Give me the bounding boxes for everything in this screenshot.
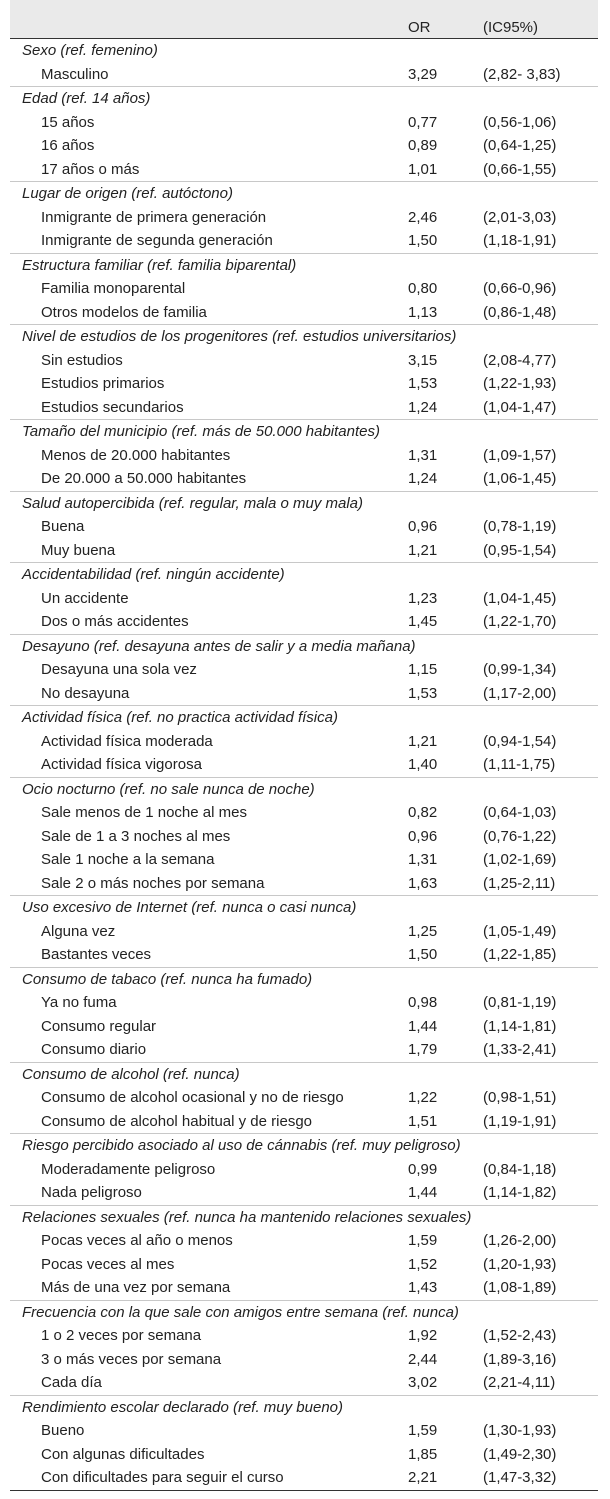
row-label: 15 años xyxy=(41,113,95,131)
category-title: Actividad física (ref. no practica actividad física) xyxy=(22,709,338,726)
row-label: Nada peligroso xyxy=(41,1184,142,1201)
odds-ratio-value: 1,53 xyxy=(408,375,438,392)
confidence-interval-value: (1,08-1,89) xyxy=(483,1279,557,1296)
row-label: Sin estudios xyxy=(41,351,123,369)
confidence-interval-value: (0,56-1,06) xyxy=(483,113,557,131)
category-title: Consumo de alcohol (ref. nunca) xyxy=(22,1065,240,1083)
table-row xyxy=(10,730,598,754)
odds-ratio-value: 1,31 xyxy=(408,851,438,868)
variable-group xyxy=(10,181,598,253)
odds-ratio-value: 1,13 xyxy=(408,303,438,321)
odds-ratio-value: 1,44 xyxy=(408,1017,438,1035)
table-row xyxy=(10,1253,598,1277)
table-row xyxy=(10,349,598,373)
category-title: Nivel de estudios de los progenitores (ref. estudios universitarios) xyxy=(22,328,457,345)
odds-ratio-value: 3,29 xyxy=(408,65,438,83)
confidence-interval-value: (1,11-1,75) xyxy=(483,756,556,773)
table-row xyxy=(10,943,598,967)
row-label: Con algunas dificultades xyxy=(41,1445,205,1463)
category-title: Estructura familiar (ref. familia biparental) xyxy=(22,256,297,274)
odds-ratio-value: 0,99 xyxy=(408,1160,438,1178)
confidence-interval-value: (1,22-1,85) xyxy=(483,946,557,963)
confidence-interval-value: (2,01-3,03) xyxy=(483,208,557,226)
confidence-interval-value: (0,66-0,96) xyxy=(483,280,557,297)
row-label: Ya no fuma xyxy=(41,994,117,1011)
table-row xyxy=(10,1229,598,1253)
table-row xyxy=(10,801,598,825)
table-row xyxy=(10,515,598,539)
variable-group xyxy=(10,86,598,181)
odds-ratio-value: 1,85 xyxy=(408,1445,438,1463)
table-row xyxy=(10,1181,598,1205)
table-body xyxy=(10,39,598,1490)
table-row xyxy=(10,1348,598,1372)
row-label: Sale 2 o más noches por semana xyxy=(41,874,265,892)
row-label: Familia monoparental xyxy=(41,280,186,297)
table-row xyxy=(10,825,598,849)
category-title: Lugar de origen (ref. autóctono) xyxy=(22,185,233,202)
row-label: 16 años xyxy=(41,137,95,154)
table-row xyxy=(10,1466,598,1490)
odds-ratio-value: 3,15 xyxy=(408,351,438,369)
odds-ratio-value: 2,44 xyxy=(408,1350,438,1368)
confidence-interval-value: (0,98-1,51) xyxy=(483,1089,557,1106)
table-row xyxy=(10,1015,598,1039)
category-title: Uso excesivo de Internet (ref. nunca o casi nunca) xyxy=(22,899,357,916)
variable-group xyxy=(10,39,598,86)
variable-group xyxy=(10,1133,598,1205)
table-row xyxy=(10,1276,598,1300)
table-row xyxy=(10,991,598,1015)
table-row xyxy=(10,1110,598,1134)
odds-ratio-value: 0,96 xyxy=(408,518,438,535)
table-row xyxy=(10,1038,598,1062)
odds-ratio-value: 0,80 xyxy=(408,280,438,297)
table-row xyxy=(10,682,598,706)
confidence-interval-value: (1,49-2,30) xyxy=(483,1445,557,1463)
confidence-interval-value: (0,64-1,25) xyxy=(483,137,557,154)
odds-ratio-value: 1,59 xyxy=(408,1422,438,1439)
confidence-interval-value: (1,33-2,41) xyxy=(483,1041,557,1058)
table-row xyxy=(10,539,598,563)
category-title: Desayuno (ref. desayuna antes de salir y a media mañana) xyxy=(22,637,416,655)
confidence-interval-value: (2,21-4,11) xyxy=(483,1374,556,1391)
odds-ratio-value: 1,50 xyxy=(408,946,438,963)
row-label: 17 años o más xyxy=(41,160,140,178)
confidence-interval-value: (0,99-1,34) xyxy=(483,661,557,678)
table-row xyxy=(10,920,598,944)
row-label: Alguna vez xyxy=(41,922,116,940)
row-label: No desayuna xyxy=(41,684,130,702)
table-row xyxy=(10,301,598,325)
confidence-interval-value: (1,17-2,00) xyxy=(483,684,557,702)
category-title: Sexo (ref. femenino) xyxy=(22,42,158,59)
row-label: Otros modelos de familia xyxy=(41,303,207,321)
confidence-interval-value: (1,14-1,81) xyxy=(483,1017,557,1035)
confidence-interval-value: (0,66-1,55) xyxy=(483,160,557,178)
variable-group xyxy=(10,1300,598,1395)
confidence-interval-value: (1,52-2,43) xyxy=(483,1327,557,1344)
row-label: Consumo diario xyxy=(41,1041,147,1058)
confidence-interval-value: (0,64-1,03) xyxy=(483,804,557,821)
variable-group xyxy=(10,253,598,325)
category-title: Relaciones sexuales (ref. nunca ha mantenido relaciones sexuales) xyxy=(22,1208,472,1226)
row-label: Más de una vez por semana xyxy=(41,1279,231,1296)
odds-ratio-value: 1,50 xyxy=(408,232,438,249)
variable-group xyxy=(10,562,598,634)
row-label: Menos de 20.000 habitantes xyxy=(41,446,231,464)
confidence-interval-value: (0,78-1,19) xyxy=(483,518,557,535)
odds-ratio-value: 1,21 xyxy=(408,541,438,559)
confidence-interval-value: (1,47-3,32) xyxy=(483,1469,557,1486)
odds-ratio-value: 1,31 xyxy=(408,446,438,464)
variable-group xyxy=(10,419,598,491)
category-title: Salud autopercibida (ref. regular, mala o muy mala) xyxy=(22,494,364,512)
confidence-interval-value: (2,82- 3,83) xyxy=(483,65,561,83)
row-label: Consumo regular xyxy=(41,1017,157,1035)
row-label: Actividad física moderada xyxy=(41,732,213,750)
odds-ratio-value: 1,44 xyxy=(408,1184,438,1201)
variable-group xyxy=(10,491,598,563)
confidence-interval-value: (1,02-1,69) xyxy=(483,851,557,868)
odds-ratio-value: 2,21 xyxy=(408,1469,438,1486)
odds-ratio-value: 1,23 xyxy=(408,589,438,607)
row-label: Bastantes veces xyxy=(41,946,152,963)
confidence-interval-value: (1,04-1,47) xyxy=(483,398,557,416)
odds-ratio-value: 1,51 xyxy=(408,1112,438,1130)
table-row xyxy=(10,1324,598,1348)
odds-ratio-value: 1,24 xyxy=(408,398,438,416)
odds-ratio-value: 1,53 xyxy=(408,684,438,702)
row-label: Masculino xyxy=(41,65,109,83)
table-row xyxy=(10,587,598,611)
table-row xyxy=(10,111,598,135)
category-title: Rendimiento escolar declarado (ref. muy bueno) xyxy=(22,1398,343,1416)
variable-group xyxy=(10,634,598,706)
table-row xyxy=(10,158,598,182)
row-label: Un accidente xyxy=(41,589,129,607)
confidence-interval-value: (1,25-2,11) xyxy=(483,874,556,892)
table-row xyxy=(10,396,598,420)
row-label: Consumo de alcohol habitual y de riesgo xyxy=(41,1112,313,1130)
odds-ratio-value: 0,82 xyxy=(408,804,438,821)
confidence-interval-value: (1,06-1,45) xyxy=(483,470,557,487)
row-label: Sale de 1 a 3 noches al mes xyxy=(41,827,231,845)
variable-group xyxy=(10,895,598,967)
confidence-interval-value: (0,94-1,54) xyxy=(483,732,557,750)
table-row xyxy=(10,1419,598,1443)
odds-ratio-value: 0,96 xyxy=(408,827,438,845)
table-row xyxy=(10,610,598,634)
row-label: Inmigrante de primera generación xyxy=(41,208,267,226)
row-label: Sale 1 noche a la semana xyxy=(41,851,215,868)
row-label: Cada día xyxy=(41,1374,102,1391)
row-label: Estudios primarios xyxy=(41,375,165,392)
row-label: Con dificultades para seguir el curso xyxy=(41,1469,284,1486)
table-row xyxy=(10,1443,598,1467)
odds-ratio-value: 1,25 xyxy=(408,922,438,940)
confidence-interval-value: (1,22-1,93) xyxy=(483,375,557,392)
category-title: Riesgo percibido asociado al uso de cánnabis (ref. muy peligroso) xyxy=(22,1137,461,1154)
confidence-interval-value: (0,81-1,19) xyxy=(483,994,557,1011)
table-row xyxy=(10,1158,598,1182)
confidence-interval-value: (0,84-1,18) xyxy=(483,1160,557,1178)
confidence-interval-value: (1,20-1,93) xyxy=(483,1255,557,1273)
confidence-interval-value: (0,95-1,54) xyxy=(483,541,557,559)
category-title: Ocio nocturno (ref. no sale nunca de noche) xyxy=(22,780,315,798)
variable-group xyxy=(10,1062,598,1134)
table-row xyxy=(10,63,598,87)
table-row xyxy=(10,1086,598,1110)
row-label: Consumo de alcohol ocasional y no de riesgo xyxy=(41,1089,344,1106)
table-row xyxy=(10,872,598,896)
odds-ratio-value: 1,24 xyxy=(408,470,438,487)
table-row xyxy=(10,134,598,158)
row-label: 3 o más veces por semana xyxy=(41,1350,222,1368)
odds-ratio-value: 3,02 xyxy=(408,1374,438,1391)
confidence-interval-value: (0,86-1,48) xyxy=(483,303,557,321)
category-title: Accidentabilidad (ref. ningún accidente) xyxy=(22,566,285,583)
row-label: Pocas veces al mes xyxy=(41,1255,175,1273)
confidence-interval-value: (1,22-1,70) xyxy=(483,613,557,630)
table-row xyxy=(10,206,598,230)
odds-ratio-value: 1,15 xyxy=(408,661,438,678)
odds-ratio-value: 1,40 xyxy=(408,756,438,773)
variable-group xyxy=(10,705,598,777)
confidence-interval-value: (1,18-1,91) xyxy=(483,232,557,249)
variable-group xyxy=(10,1395,598,1490)
odds-ratio-value: 1,45 xyxy=(408,613,438,630)
odds-ratio-value: 1,63 xyxy=(408,874,438,892)
category-title: Edad (ref. 14 años) xyxy=(22,90,151,107)
confidence-interval-value: (1,89-3,16) xyxy=(483,1350,557,1368)
variable-group xyxy=(10,777,598,896)
table-row xyxy=(10,444,598,468)
odds-ratio-value: 1,59 xyxy=(408,1232,438,1249)
row-label: Sale menos de 1 noche al mes xyxy=(41,804,247,821)
confidence-interval-value: (0,76-1,22) xyxy=(483,827,557,845)
row-label: Buena xyxy=(41,518,85,535)
row-label: De 20.000 a 50.000 habitantes xyxy=(41,470,247,487)
variable-group xyxy=(10,324,598,419)
confidence-interval-value: (2,08-4,77) xyxy=(483,351,557,369)
confidence-interval-value: (1,19-1,91) xyxy=(483,1112,557,1130)
row-label: Inmigrante de segunda generación xyxy=(41,232,273,249)
table-row xyxy=(10,1371,598,1395)
table-row xyxy=(10,658,598,682)
confidence-interval-value: (1,14-1,82) xyxy=(483,1184,557,1201)
row-label: Actividad física vigorosa xyxy=(41,756,202,773)
odds-ratio-value: 1,92 xyxy=(408,1327,438,1344)
confidence-interval-value: (1,30-1,93) xyxy=(483,1422,557,1439)
table-row xyxy=(10,372,598,396)
bottom-rule xyxy=(10,1490,598,1491)
confidence-interval-value: (1,05-1,49) xyxy=(483,922,557,940)
confidence-interval-value: (1,04-1,45) xyxy=(483,589,557,607)
variable-group xyxy=(10,967,598,1062)
category-title: Consumo de tabaco (ref. nunca ha fumado) xyxy=(22,970,313,988)
table-header xyxy=(10,0,598,39)
odds-ratio-value: 1,79 xyxy=(408,1041,438,1058)
table-row xyxy=(10,753,598,777)
table-row xyxy=(10,229,598,253)
header-or: OR xyxy=(408,19,431,36)
odds-ratio-value: 1,22 xyxy=(408,1089,438,1106)
table-row xyxy=(10,467,598,491)
odds-ratio-value: 0,98 xyxy=(408,994,438,1011)
category-title: Tamaño del municipio (ref. más de 50.000 habitantes) xyxy=(22,423,380,440)
odds-ratio-value: 1,01 xyxy=(408,160,438,178)
odds-ratio-value: 0,89 xyxy=(408,137,438,154)
row-label: Pocas veces al año o menos xyxy=(41,1232,233,1249)
row-label: Moderadamente peligroso xyxy=(41,1160,216,1178)
confidence-interval-value: (1,09-1,57) xyxy=(483,446,557,464)
row-label: Muy buena xyxy=(41,541,116,559)
odds-ratio-value: 2,46 xyxy=(408,208,438,226)
odds-ratio-value: 1,21 xyxy=(408,732,438,750)
header-ci: (IC95%) xyxy=(483,19,539,36)
table-row xyxy=(10,848,598,872)
row-label: Estudios secundarios xyxy=(41,398,184,416)
odds-ratio-table xyxy=(10,0,598,1491)
odds-ratio-value: 1,52 xyxy=(408,1255,438,1273)
category-title: Frecuencia con la que sale con amigos entre semana (ref. nunca) xyxy=(22,1303,459,1321)
row-label: Dos o más accidentes xyxy=(41,613,189,630)
row-label: 1 o 2 veces por semana xyxy=(41,1327,202,1344)
odds-ratio-value: 0,77 xyxy=(408,113,438,131)
row-label: Desayuna una sola vez xyxy=(41,661,197,678)
confidence-interval-value: (1,26-2,00) xyxy=(483,1232,557,1249)
variable-group xyxy=(10,1205,598,1300)
odds-ratio-value: 1,43 xyxy=(408,1279,438,1296)
row-label: Bueno xyxy=(41,1422,85,1439)
table-row xyxy=(10,277,598,301)
